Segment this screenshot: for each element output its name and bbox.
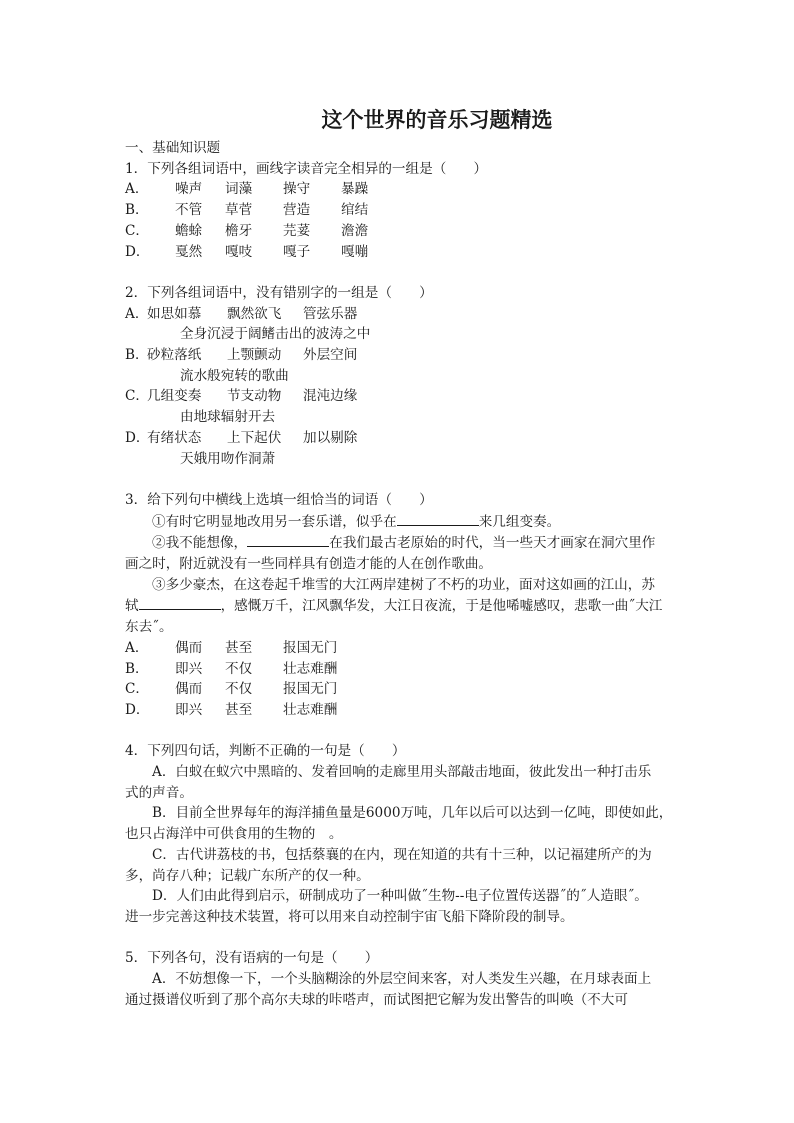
question-2-option-a: A．如思如慕 飘然欲飞 管弦乐器 xyxy=(125,305,358,322)
question-2-option-c: C．几组变奏 节支动物 混沌边缘 xyxy=(125,388,358,405)
question-2-option-d: D．有绪状态 上下起伏 加以剔除 xyxy=(125,429,358,446)
question-3-sentence-1: ①有时它明显地改用另一套乐谱，似乎在 来几组变奏。 xyxy=(125,511,670,533)
question-3-option-a: A． 偶而 甚至 报国无门 xyxy=(125,639,338,656)
page-title: 这个世界的音乐习题精选 xyxy=(321,108,553,132)
document-body xyxy=(125,138,673,1010)
question-4-option-d-cont: 进一步完善这种技术装置，将可以用来自动控制宇宙飞船下降阶段的制导。 xyxy=(125,908,574,925)
question-1-option-a: A． 噪声 词藻 操守 暴躁 xyxy=(125,181,369,198)
question-1-stem: 1．下列各组词语中，画线字读音完全相异的一组是（ ） xyxy=(125,160,488,177)
fill-blank-2 xyxy=(247,532,329,547)
question-4-option-c: C．古代讲荔枝的书，包括蔡襄的在内，现在知道的共有十三种，以记福建所产的为 xyxy=(152,846,652,863)
question-5-stem: 5．下列各句，没有语病的一句是（ ） xyxy=(125,950,379,967)
question-4-option-d: D．人们由此得到启示，研制成功了一种叫做˝生物--电子位置传送器˝的˝人造眼˝。 xyxy=(152,888,648,905)
question-3-sentence-3-cont: 轼 ，感慨万千，江风飘华发，大江日夜流，于是他唏嘘感叹，悲歌一曲˝大江 xyxy=(125,595,670,617)
fill-blank-1 xyxy=(397,511,479,526)
question-4-option-c-cont: 多，尚存八种；记载广东所产的仅一种。 xyxy=(125,867,370,884)
question-2-option-c-extra: 由地球辐射开去 xyxy=(180,409,276,426)
fill-blank-3 xyxy=(139,595,221,610)
question-5-option-a-cont: 通过摄谱仪听到了那个高尔夫球的咔嗒声，而试图把它解为发出警告的叫唤（不大可 xyxy=(125,991,628,1008)
question-1-option-c: C． 蟾蜍 檐牙 芫荽 澹澹 xyxy=(125,222,369,239)
question-4-option-a: A．白蚁在蚁穴中黑暗的、发着回响的走廊里用头部敲击地面，彼此发出一种打击乐 xyxy=(152,764,652,781)
section-heading: 一、基础知识题 xyxy=(125,140,221,156)
question-2-option-a-extra: 全身沉浸于阔鳍击出的波涛之中 xyxy=(180,326,371,343)
question-5-option-a: A．不妨想像一下，一个头脑糊涂的外层空间来客，对人类发生兴趣，在月球表面上 xyxy=(152,971,652,988)
question-3-sentence-3: ③多少豪杰，在这卷起千堆雪的大江两岸建树了不朽的功业，面对这如画的江山，苏 xyxy=(152,576,655,593)
question-3-sentence-2-cont: 画之时，附近就没有一些同样具有创造才能的人在创作歌曲。 xyxy=(125,556,493,573)
question-3-option-c: C． 偶而 不仅 报国无门 xyxy=(125,681,338,698)
question-3-stem: 3．给下列句中横线上选填一组恰当的词语（ ） xyxy=(125,491,433,508)
question-2-option-d-extra: 天娥用吻作洞萧 xyxy=(180,450,276,467)
question-2-stem: 2．下列各组词语中，没有错别字的一组是（ ） xyxy=(125,284,433,301)
question-3-option-b: B． 即兴 不仅 壮志难酬 xyxy=(125,660,338,677)
question-2-option-b: B．砂粒落纸 上颚颤动 外层空间 xyxy=(125,347,358,364)
question-1-option-b: B． 不管 草菅 营造 绾结 xyxy=(125,202,369,219)
question-4-option-b: B．目前全世界每年的海洋捕鱼量是6000万吨，几年以后可以达到一亿吨，即使如此， xyxy=(152,805,673,822)
question-4-stem: 4．下列四句话，判断不正确的一句是（ ） xyxy=(125,743,406,760)
question-3-option-d: D． 即兴 甚至 壮志难酬 xyxy=(125,701,338,718)
question-3-sentence-3-end: 东去˝。 xyxy=(125,619,173,636)
question-4-option-b-cont: 也只占海洋中可供食用的生物的 。 xyxy=(125,826,343,843)
question-4-option-a-cont: 式的声音。 xyxy=(125,784,193,801)
question-2-option-b-extra: 流水般宛转的歌曲 xyxy=(180,367,289,384)
question-3-sentence-2: ②我不能想像， 在我们最古老原始的时代，当一些天才画家在洞穴里作 xyxy=(125,532,670,554)
question-1-option-d: D． 戛然 嘎吱 嘎子 嘎嘣 xyxy=(125,243,369,260)
